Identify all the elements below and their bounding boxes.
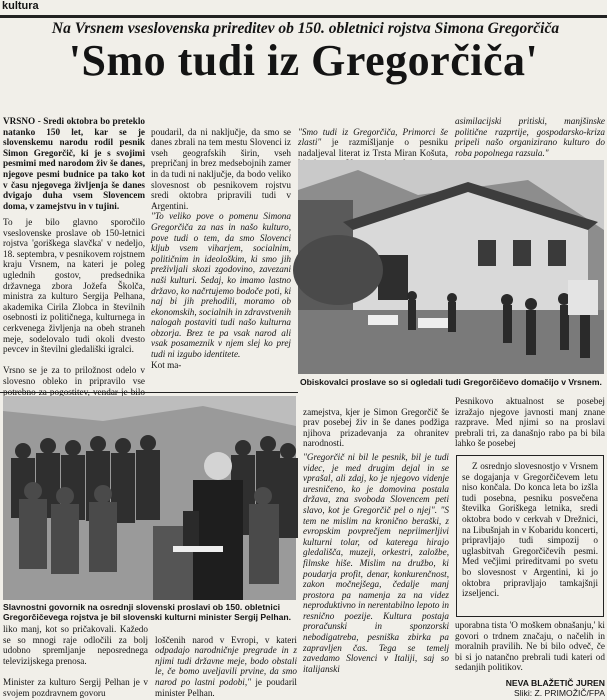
- column-2-bottom-end: je poudaril minister Pelhan.: [155, 676, 297, 698]
- byline-photo: Sliki: Z. PRIMOŽIČ/FPA: [513, 688, 605, 698]
- top-divider: [0, 392, 298, 393]
- column-2-quote-end: Kot ma-: [151, 359, 182, 370]
- photo-speaker: [3, 396, 296, 600]
- article-headline: 'Smo tudi iz Gregorčiča': [68, 36, 539, 85]
- column-3-top: [298, 116, 448, 156]
- column-4-top: asimilacijski pritiski, manjšinske politične razprtije, gospodarsko-kriza pripeli našo organizirano kulturo do roba popolnega razsula.": [455, 116, 605, 158]
- column-3-middle-text: zamejstva, kjer je Simon Gregorčič še prav posebej živ in še danes podžiga njihova prizadevanja za ohranitev narodnosti.: [303, 406, 449, 449]
- section-rule: [0, 15, 607, 18]
- sidebar-box-text: Z osrednjo slovesnostjo v Vrsnem se dogajanja v Gregorčičevem letu niso končala. Do konca leta bo izšla tudi posebna, pesniku posvečena številka Goriškega letnika, sredi oktobra bodo v cerkvah v Drežnici, na Libušnjah in v Kobaridu koncerti, pripravljajo tudi simpozij o uglasbitvah Gregorčičevih pesmi. Med večjimi prireditvami po svetu bo slovesnost v Argentini, ki jo oktobra pripravljajo tamkajšnji izseljenci.: [462, 461, 598, 599]
- column-2-text: poudaril, da ni naključje, da smo se danes zbrali na tem mestu Slovenci iz vseh geografskih širin, vseh prepričanj in brez medsebojnih zamer in da tudi ni naključje, da bodo veliko slovesnost ob pesnikovem rojstvu sredi oktobra pripravili tudi v Argentini.: [151, 126, 291, 211]
- byline-author: NEVA BLAŽETIČ JUREN: [505, 678, 605, 688]
- column-4-middle: Pesnikovo aktualnost se posebej izražajo njegove javnosti manj znane razprave. Med njimi so na proslavi prebrali tri, za današnjo rabo pa bi bila lahko še posebej: [455, 396, 605, 449]
- section-label: kultura: [2, 0, 39, 12]
- photo-homestead-caption: Obiskovalci proslave so si ogledali tudi Gregorčičevo domačijo v Vrsnem.: [300, 377, 602, 387]
- article-lead: VRSNO - Sredi oktobra bo preteklo natanko 150 let, kar se je slovenskemu narodu rodil pesnik Simon Gregorčič, ki je s svojimi pesmimi med narodom živ še danes, njegove pesmi budnice pa tako kot v času njegovega življenja še danes dvigajo duha vsem Slovencem doma, v zamejstvu in v tujini.: [3, 116, 145, 211]
- column-3-middle-quote: "Gregorčič ni bil le pesnik, bil je tudi videc, je med drugim dejal in se vprašal, ali zdaj, ko je njegovo videnje uresničeno, ko je domovina postala država, zna svoboda Slovencem peti slavo, kot je Gregorčič pel o njej". "S tem ne mislim na kronično beraški, z evropskim povprečjem nepriimerljivi kulturni tolar, od katerega hirajo gledališča, muzeji, orkestri, založbe, filmske hiše. Mislim na družbo, ki poudarja profit, denar, konkurenčnost, zakon močnejšega, čedalje manj prostora pa namenja za na videz neproduktivno in nerentabilno lepoto in resnično poezije. Kultura postaja proračunski in sponzorski nebodigatreba, pesniška zbirka pa zapravljen čas. Tega se temelj zavedamo Slovenci v Italiji, saj so italijanski: [303, 451, 449, 674]
- column-2-quote: "To veliko pove o pomenu Simona Gregorčiča za nas in našo kulturo, pove tudi o tem, da smo Slovenci kljub vsem viharjem, socialnim, političnim in ideološkim, ki smo jih preživljali skozi zgodovino, zavezani naši kulturi. Sedaj, ko imamo lastno državo, ko načrtujemo bodoče poti, ki naj bi jih prehodili, moramo ob ekonomskih, socialnih in zdravstvenih nalogah postaviti tudi našo kulturna obzorja. Brez te pa vsak narod ali vsak posameznik v njem slej ko prej tudi ni izgubo identitete.: [151, 211, 291, 360]
- column-2-top: [151, 116, 291, 394]
- column-2-bottom-quote: odpadajo narodničnje pregrade in z njimi tudi državne meje, bodo obstali le, če bomo uveljavili prvine, da smo narod po lastni podobi,": [155, 645, 297, 687]
- column-2-bottom-text: loščenih narod v Evropi, v kateri: [155, 634, 297, 645]
- homestead-image: [298, 160, 604, 374]
- article-kicker: Na Vrsnem vseslovenska prireditev ob 150. obletnici rojstva Simona Gregorčiča: [51, 20, 560, 37]
- column-3-quote: "Smo tudi iz Gregorčiča, Primorci še zlasti": [298, 126, 448, 148]
- column-2-bottom: [155, 624, 297, 700]
- column-1-top: To je bilo glavno sporočilo vseslovenske proslave ob 150-letnici rojstva 'goriškega slavčka' v nedeljo, 18. septembra, v pesnikovem rojstnem kraju Vrsnem, na kateri je poleg uglednih gostov, predsednika državnega zbora Jožefa Školča, ministra za kulturo Sergija Pelhana, akademika Cirila Zlobca in številnih osebnosti iz političnega, kulturnega in cerkvenega življenja na obeh straneh meje, sodelovalo tudi okoli dvesto pevcev in številni gledališki igralci. Vrsno se je za to priložnost odelo v slovesno obleko in pripravilo vse: [3, 217, 145, 386]
- sidebar-box: [456, 455, 604, 617]
- column-1-bottom: liko manj, kot so pričakovali. Kažedo se so mnogi raje odločili za bolj udobno spremljanje neposrednega televizijskega prenosa. Minister za kulturo Sergij Pelhan je v svojem pozdravnem govoru: [3, 624, 148, 698]
- speaker-image: [3, 396, 296, 600]
- column-3-middle: [303, 396, 449, 700]
- column-3-text: je razmišljanje o pesniku nadaljeval literat iz Trsta Miran Košuta,: [298, 137, 448, 158]
- photo-homestead: [298, 160, 604, 374]
- photo-speaker-caption: Slavnostni govornik na osrednji slovenski proslavi ob 150. obletnici Gregorčičevega rojstva je bil slovenski kulturni minister Sergij Pelhan.: [3, 602, 291, 622]
- column-4-bottom: uporabna tista 'O moškem obnašanju,' ki govori o trdnem značaju, o načelih in moralnih pravilih. Ne bi bilo odveč, če bi si jo natančno prebrali tudi kateri od sedanjih politikov.: [455, 620, 605, 673]
